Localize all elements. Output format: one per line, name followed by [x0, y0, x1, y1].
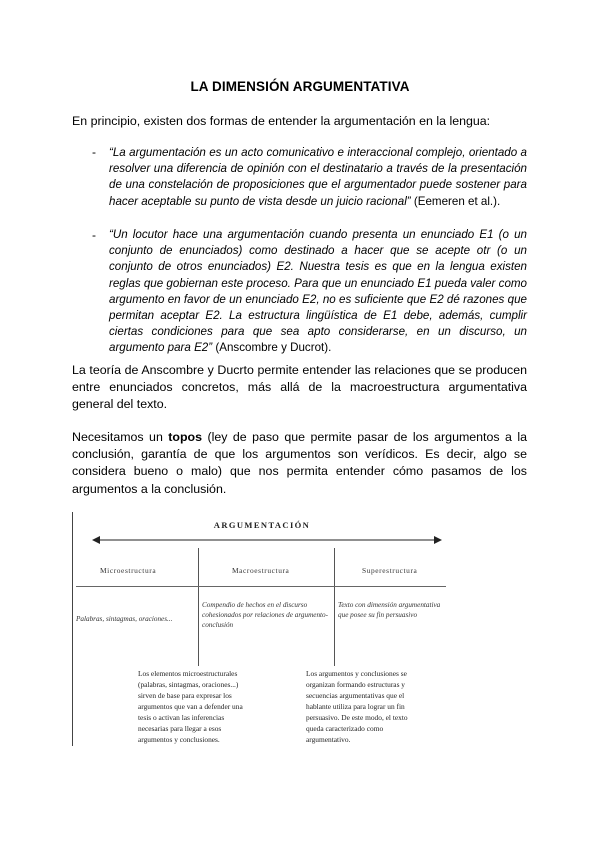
figure-left-border: [72, 512, 73, 746]
quote-anscombre-ducrot: [109, 227, 527, 357]
paragraph-anscombre: La teoría de Anscombre y Ducrto permite entender las relaciones que se producen entre enunciados concretos, más allá de la macroestructura argumentativa general del texto.: [72, 363, 527, 412]
column-heading-micro: Microestructura: [100, 566, 157, 575]
document-title: LA DIMENSIÓN ARGUMENTATIVA: [190, 79, 410, 94]
column-divider: [198, 548, 199, 666]
paragraph-topos: [72, 429, 527, 498]
column-heading-super: Superestructura: [362, 566, 418, 575]
double-arrow-icon: [92, 533, 442, 547]
quote-bullet: -: [92, 145, 96, 159]
column-text-macro: Compendio de hechos en el discurso cohesionados por relaciones de argumento-conclusión: [202, 601, 329, 629]
quote-citation: (Eemeren et al.).: [413, 194, 501, 208]
figure-note-macro: Los argumentos y conclusiones se organizan formando estructuras y secuencias argumentativas que el hablante utiliza para lograr un fin persuasivo. De este modo, el texto queda caracterizado como argumentativo.: [306, 669, 408, 744]
quote-text: “La argumentación es un acto comunicativo e interaccional complejo, orientado a resolver una diferencia de opinión con el destinatario a través de la presentación de una constelación de proposiciones que el argumentador puede sostener para hacer aceptable su punto de vista desde un juicio racional”: [109, 146, 527, 208]
paragraph-topos-before: Necesitamos un: [72, 430, 169, 444]
figure-note-micro: Los elementos microestructurales (palabras, sintagmas, oraciones...) sirven de base para expresar los argumentos que van a defender una tesis o activan las inferencias necesarias para llegar a esos argumentos y conclusiones.: [138, 669, 243, 744]
figure-rule: [76, 586, 446, 587]
paragraph-topos-after: (ley de paso que permite pasar de los argumentos a la conclusión, garantía de que los argumentos son verídicos. Es decir, algo se considera bueno o malo) que nos permita entender cómo pasamos de los argumentos a la conclusión.: [72, 430, 527, 496]
figure-title: ARGUMENTACIÓN: [213, 520, 311, 530]
quote-text: “Un locutor hace una argumentación cuando presenta un enunciado E1 (o un conjunto de enunciados) como destinado a hacer que se acepte otr (o un conjunto de otros enunciados) E2. Nuestra tesis es que en la lengua existen reglas que gobiernan este proceso. Para que un enunciado E1 pueda valer como argumento en favor de un enunciado E2, no es suficiente que E2 dé razones que permitan aceptar E2. La estructura lingüística de E1 debe, además, cumplir ciertas condiciones para que sea apto considerarse, en un discurso, un argumento para E2”: [109, 228, 527, 355]
column-heading-macro: Macroestructura: [232, 566, 290, 575]
argumentation-figure: [72, 512, 452, 752]
quote-citation: (Anscombre y Ducrot).: [215, 341, 332, 355]
intro-paragraph: En principio, existen dos formas de entender la argumentación en la lengua:: [72, 114, 491, 128]
quote-bullet: -: [92, 228, 96, 242]
column-divider: [334, 548, 335, 666]
column-text-micro: Palabras, sintagmas, oraciones...: [76, 615, 173, 623]
quote-eemeren: [109, 145, 527, 210]
column-text-super: Texto con dimensión argumentativa que posee su fin persuasivo: [338, 601, 441, 619]
topos-term: topos: [168, 430, 203, 444]
